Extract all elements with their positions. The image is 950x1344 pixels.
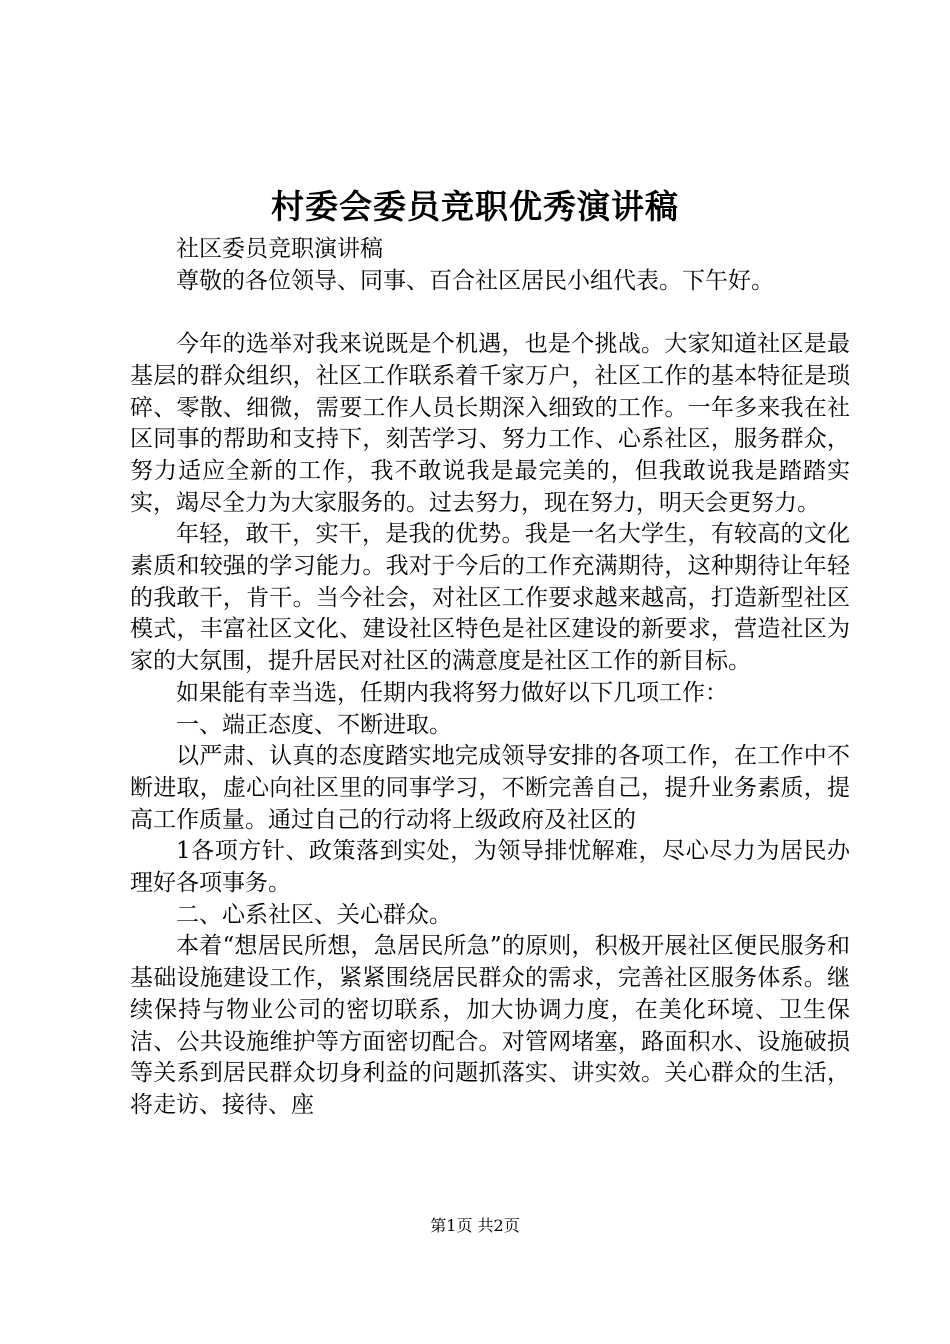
paragraph-strengths: 年轻，敢干，实干，是我的优势。我是一名大学生，有较高的文化素质和较强的学习能力。我对于今后的工作充满期待，这种期待让年轻的我敢干，肯干。当今社会，对社区工作要求越来越高，打造新型社区模式，丰富社区文化、建设社区特色是社区建设的新要求，营造社区为家的大氛围，提升居民对社区的满意度是社区工作的新目标。 — [130, 521, 850, 675]
paragraph-opportunity: 今年的选举对我来说既是个机遇，也是个挑战。大家知道社区是最基层的群众组织，社区工作联系着千家万户，社区工作的基本特征是琐碎、零散、细微，需要工作人员长期深入细致的工作。一年多来我在社区同事的帮助和支持下，刻苦学习、努力工作、心系社区，服务群众，努力适应全新的工作，我不敢说我是最完美的，但我敢说我是踏踏实实，竭尽全力为大家服务的。过去努力，现在努力，明天会更努力。 — [130, 331, 850, 516]
paragraph-plan-intro: 如果能有幸当选，任期内我将努力做好以下几项工作： — [176, 679, 728, 706]
document-body — [130, 234, 850, 1122]
paragraph-greeting: 尊敬的各位领导、同事、百合社区居民小组代表。下午好。 — [176, 267, 774, 294]
paragraph-point-one: 以严肃、认真的态度踏实地完成领导安排的各项工作，在工作中不断进取，虚心向社区里的同事学习，不断完善自己，提升业务素质，提高工作质量。通过自己的行动将上级政府及社区的 — [130, 743, 850, 833]
blank-line — [130, 297, 850, 329]
document-title: 村委会委员竞职优秀演讲稿 — [271, 187, 679, 226]
paragraph-subtitle: 社区委员竞职演讲稿 — [176, 236, 383, 262]
paragraph-point-one-cont: 1各项方针、政策落到实处，为领导排忧解难，尽心尽力为居民办理好各项事务。 — [130, 838, 850, 897]
page-number-footer: 第1页 共2页 — [430, 1216, 520, 1235]
heading-point-two: 二、心系社区、关心群众。 — [176, 901, 452, 928]
paragraph-point-two: 本着“想居民所想，急居民所急”的原则，积极开展社区便民服务和基础设施建设工作，紧紧围绕居民群众的需求，完善社区服务体系。继续保持与物业公司的密切联系，加大协调力度，在美化环境、卫生保洁、公共设施维护等方面密切配合。对管网堵塞，路面积水、设施破损等关系到居民群众切身利益的问题抓落实、讲实效。关心群众的生活，将走访、接待、座 — [130, 933, 850, 1118]
heading-point-one: 一、端正态度、不断进取。 — [176, 711, 452, 738]
